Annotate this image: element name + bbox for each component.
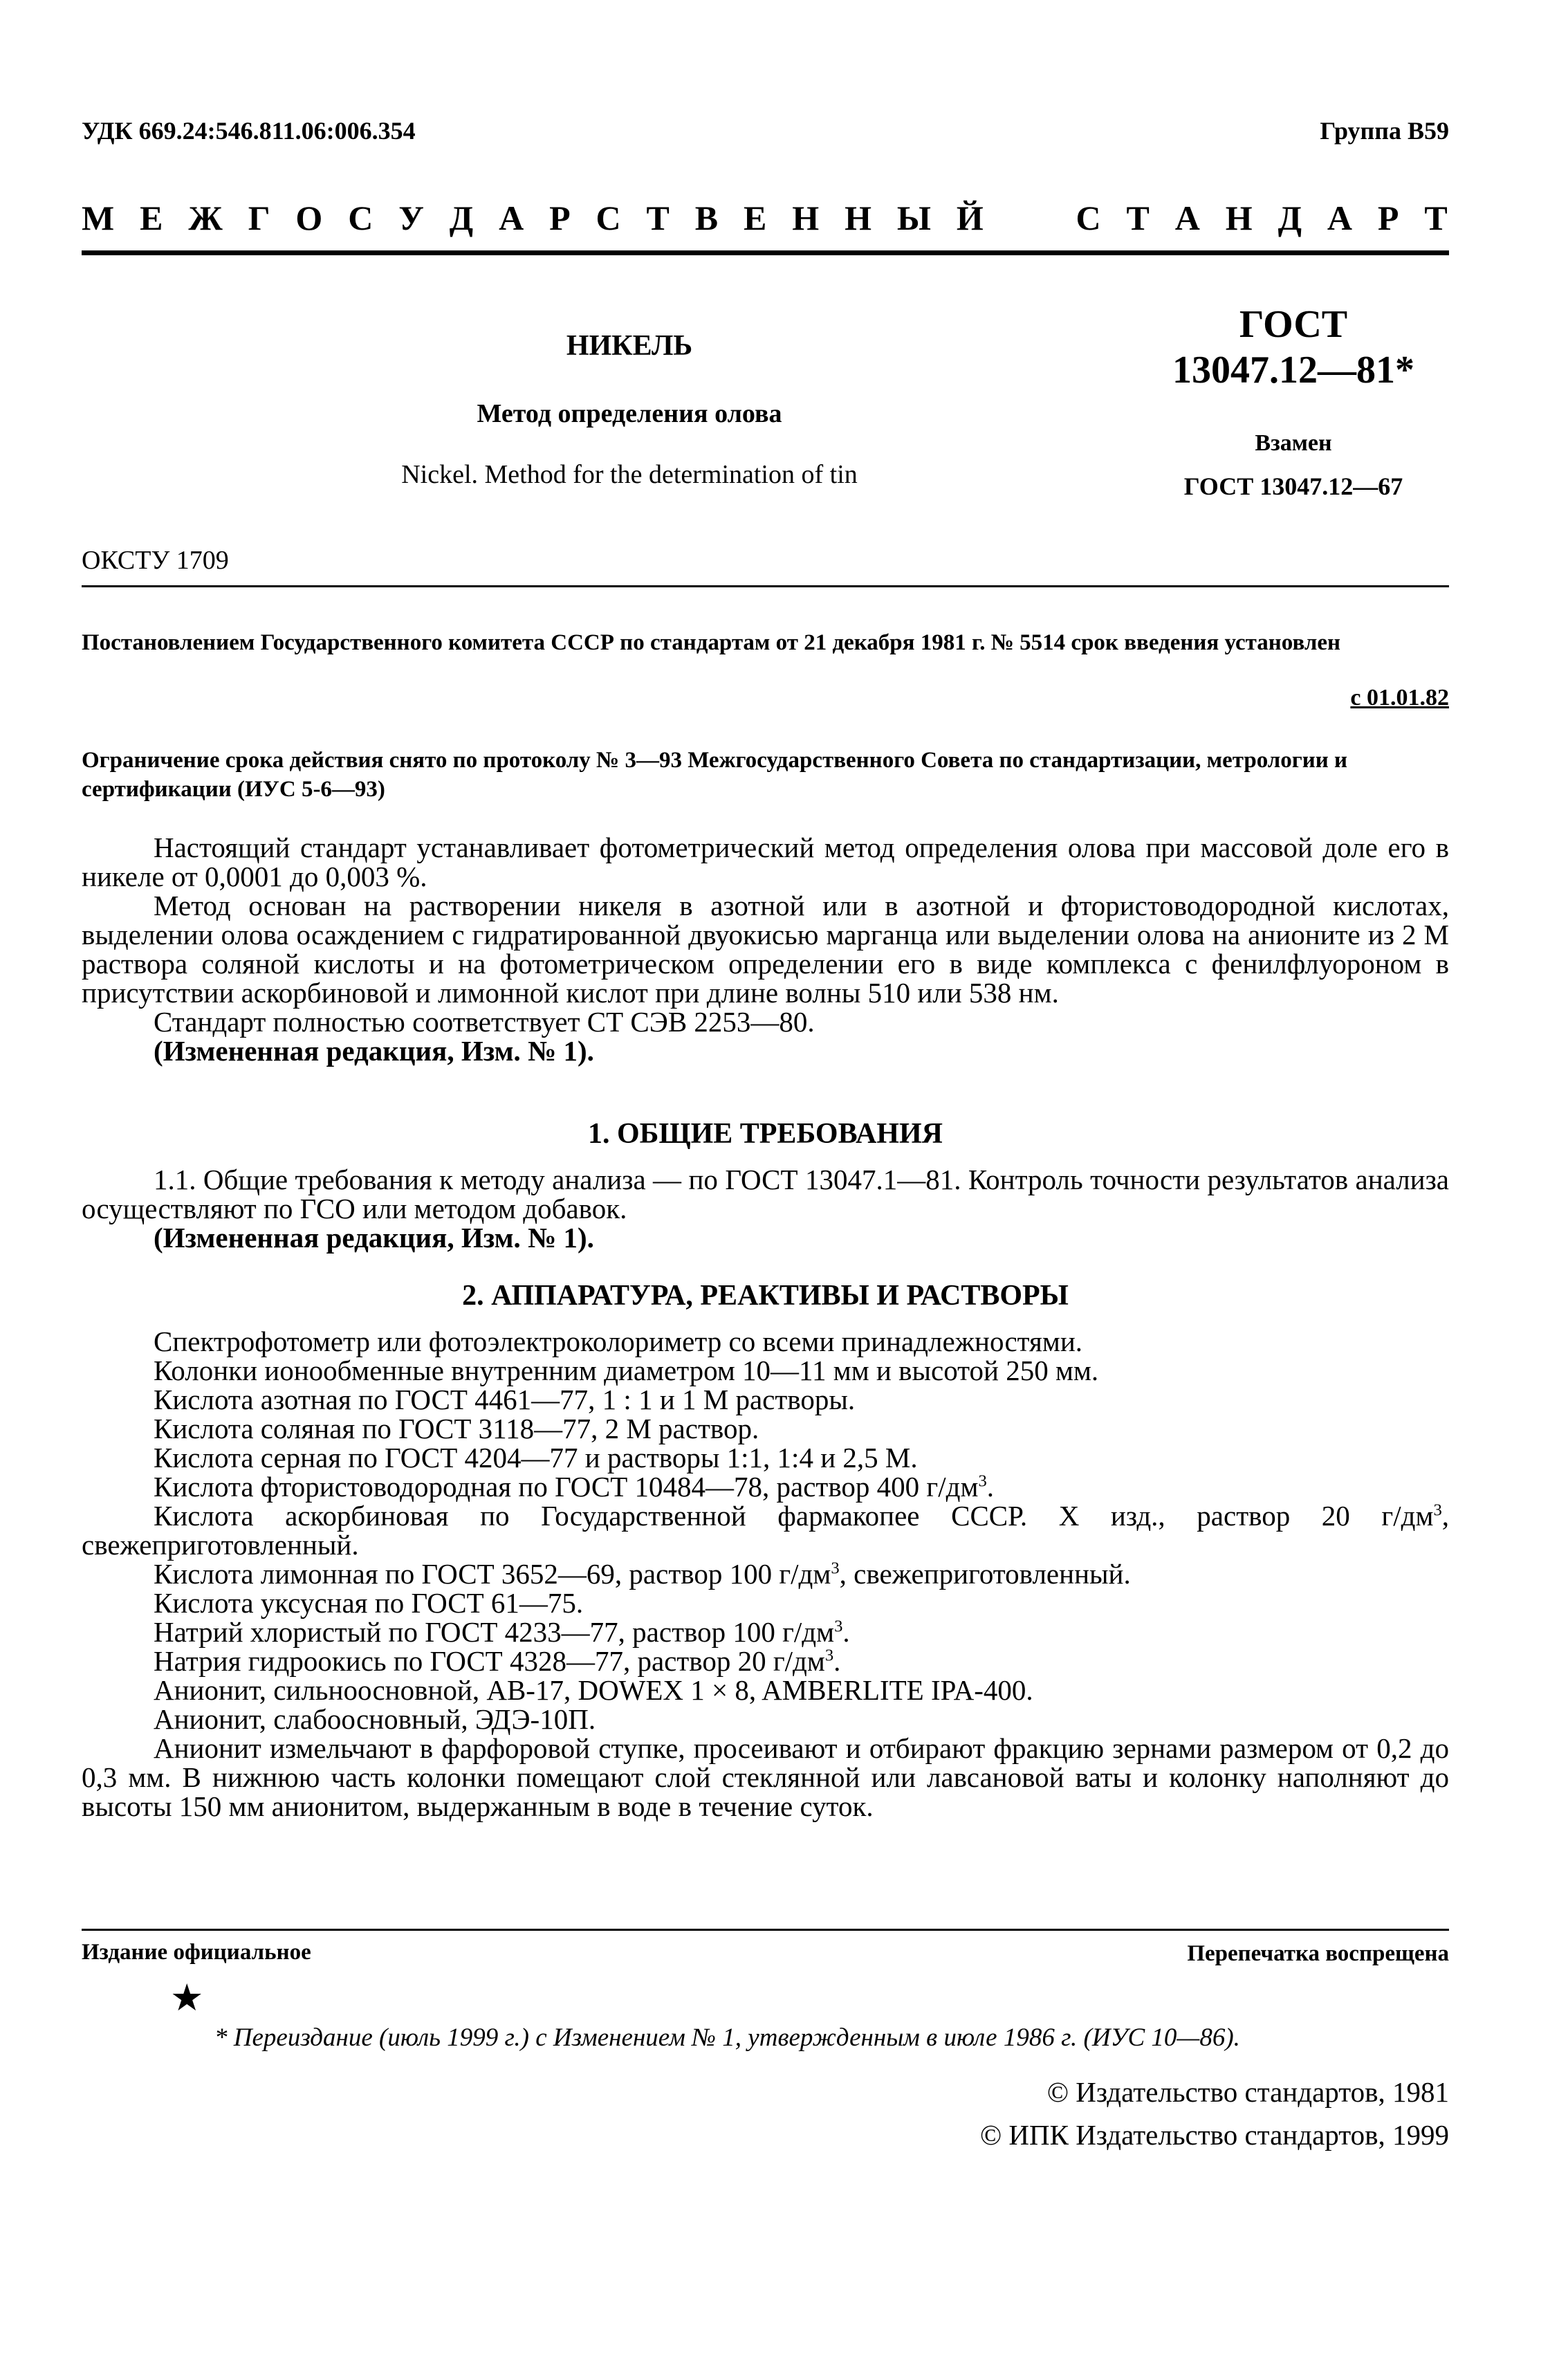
reagent-item: Анионит, слабоосновный, ЭДЭ-10П. bbox=[154, 1703, 596, 1735]
banner-letter: А bbox=[1174, 199, 1200, 237]
reagent-item: Колонки ионообменные внутренним диаметром 10—11 мм и высотой 250 мм. bbox=[154, 1355, 1099, 1386]
banner-letter: Т bbox=[1424, 199, 1448, 237]
reagent-item: Кислота соляная по ГОСТ 3118—77, 2 М раствор. bbox=[154, 1413, 759, 1444]
period: . bbox=[833, 1645, 841, 1677]
banner-letter: С bbox=[1076, 199, 1101, 237]
copyright-1981: © Издательство стандартов, 1981 bbox=[1046, 2076, 1449, 2108]
period: . bbox=[842, 1616, 850, 1648]
reagent-text: Кислота фтористоводородная по ГОСТ 10484—78, раствор 400 г/дм bbox=[154, 1471, 979, 1503]
gost-number bbox=[1148, 302, 1439, 393]
banner-gap bbox=[1009, 198, 1051, 238]
section-2 bbox=[82, 1281, 1449, 1821]
gost-label: ГОСТ bbox=[1239, 303, 1348, 346]
decree-date: с 01.01.82 bbox=[1350, 685, 1449, 710]
section-heading: 1. ОБЩИЕ ТРЕБОВАНИЯ bbox=[588, 1118, 943, 1150]
banner-letter: Е bbox=[140, 199, 163, 237]
document-subtitle: Метод определения олова bbox=[477, 399, 782, 428]
footer-divider bbox=[82, 1929, 1449, 1931]
intro-paragraph: Метод основан на растворении никеля в азотной или в азотной и фтористоводородной кислотах, выделении олова осаждением с гидратированной двуокисью марганца или выделении олова на анионите из 2 М раствора соляной кислоты и на фотометрическом определении его в виде комплекса с фенилфлуороном в присутствии аскорбиновой и лимонной кислот при длине волны 510 или 538 нм. bbox=[82, 890, 1449, 1009]
amendment-note: (Измененная редакция, Изм. № 1). bbox=[154, 1222, 594, 1254]
compliance-note: Стандарт полностью соответствует СТ СЭВ 2253—80. bbox=[154, 1006, 815, 1038]
limitation-note: Ограничение срока действия снято по протоколу № 3—93 Межгосударственного Совета по стандартизации, метрологии и сертификации (ИУС 5-6—93) bbox=[82, 748, 1348, 802]
banner-letter: А bbox=[1327, 199, 1352, 237]
banner-letter: Г bbox=[248, 199, 270, 237]
star-icon: ★ bbox=[170, 1977, 204, 2019]
period: . bbox=[986, 1471, 994, 1503]
superscript: 3 bbox=[1433, 1500, 1442, 1520]
group-code: Группа В59 bbox=[1320, 117, 1449, 145]
intro-paragraph: Настоящий стандарт устанавливает фотометрический метод определения олова при массовой доле его в никеле от 0,0001 до 0,003 %. bbox=[82, 832, 1449, 892]
reprint-forbidden: Перепечатка воспрещена bbox=[1187, 1941, 1449, 1966]
banner-letter: М bbox=[82, 199, 115, 237]
superscript: 3 bbox=[824, 1646, 834, 1665]
banner-letter: С bbox=[348, 199, 373, 237]
reagent-text: Кислота лимонная по ГОСТ 3652—69, раствор 100 г/дм bbox=[154, 1558, 831, 1590]
banner-letter: У bbox=[398, 199, 424, 237]
reagent-item: Анионит, сильноосновной, АВ-17, DOWEX 1 × 8, AMBERLITE IPA-400. bbox=[154, 1674, 1033, 1706]
okstu-divider bbox=[82, 585, 1449, 587]
banner-letter: Ы bbox=[896, 199, 931, 237]
replaces-label: Взамен bbox=[1255, 430, 1332, 456]
superscript: 3 bbox=[831, 1559, 840, 1578]
reissue-note: * Переиздание (июль 1999 г.) с Изменением № 1, утвержденным в июле 1986 г. (ИУС 10—86). bbox=[214, 2023, 1240, 2052]
banner-letter: Д bbox=[1278, 199, 1302, 237]
banner-letter: О bbox=[295, 199, 323, 237]
superscript: 3 bbox=[834, 1617, 843, 1636]
section-1 bbox=[82, 1119, 1449, 1252]
reagent-text: Кислота аскорбиновая по Государственной фармакопее СССР. X изд., раствор 20 г/дм bbox=[154, 1500, 1434, 1532]
banner-letter: Р bbox=[1377, 199, 1399, 237]
document-title: НИКЕЛЬ bbox=[566, 330, 693, 362]
reagent-item bbox=[82, 1646, 1449, 1676]
banner-letter: А bbox=[499, 199, 524, 237]
reagent-item bbox=[82, 1501, 1449, 1559]
banner-letter: В bbox=[694, 199, 719, 237]
okstu-code: ОКСТУ 1709 bbox=[82, 546, 229, 575]
reagent-text: Натрий хлористый по ГОСТ 4233—77, раствор 100 г/дм bbox=[154, 1616, 835, 1648]
banner-letter: Н bbox=[1225, 199, 1253, 237]
reagent-item bbox=[82, 1559, 1449, 1588]
intro-block bbox=[82, 833, 1449, 1065]
banner-letter: Н bbox=[845, 199, 871, 237]
banner-letter: Д bbox=[449, 199, 474, 237]
standard-type-banner bbox=[82, 198, 1448, 238]
banner-letter: Р bbox=[549, 199, 571, 237]
official-edition: Издание официальное bbox=[82, 1940, 311, 1965]
reagent-item bbox=[82, 1472, 1449, 1501]
amendment-note: (Измененная редакция, Изм. № 1). bbox=[154, 1035, 594, 1067]
reagent-item bbox=[82, 1617, 1449, 1646]
banner-letter: Н bbox=[792, 199, 820, 237]
decree-text: Постановлением Государственного комитета СССР по стандартам от 21 декабря 1981 г. № 5514 срок введения установлен bbox=[82, 630, 1341, 655]
reagent-item: Спектрофотометр или фотоэлектроколориметр со всеми принадлежностями. bbox=[154, 1325, 1083, 1357]
reagent-text: Натрия гидроокись по ГОСТ 4328—77, раствор 20 г/дм bbox=[154, 1645, 825, 1677]
english-title: Nickel. Method for the determination of tin bbox=[401, 460, 858, 489]
banner-letter: Е bbox=[744, 199, 767, 237]
reagent-text: , свежеприготовленный. bbox=[839, 1558, 1131, 1590]
banner-letter: С bbox=[596, 199, 621, 237]
reagent-item: Кислота азотная по ГОСТ 4461—77, 1 : 1 и 1 М растворы. bbox=[154, 1384, 856, 1415]
reagent-item: Кислота уксусная по ГОСТ 61—75. bbox=[154, 1587, 584, 1619]
section-paragraph: 1.1. Общие требования к методу анализа — по ГОСТ 13047.1—81. Контроль точности результатов анализа осуществляют по ГСО или методом добавок. bbox=[82, 1164, 1449, 1224]
superscript: 3 bbox=[978, 1471, 987, 1491]
reagent-text: , свежеприготовленный. bbox=[82, 1500, 1449, 1561]
banner-letter: Т bbox=[1126, 199, 1150, 237]
udk-code: УДК 669.24:546.811.06:006.354 bbox=[82, 117, 416, 145]
replaced-gost: ГОСТ 13047.12—67 bbox=[1183, 472, 1403, 500]
banner-letter: Т bbox=[646, 199, 670, 237]
copyright-1999: © ИПК Издательство стандартов, 1999 bbox=[979, 2119, 1449, 2151]
preparation-paragraph: Анионит измельчают в фарфоровой ступке, просеивают и отбирают фракцию зернами размером от 0,2 до 0,3 мм. В нижнюю часть колонки помещают слой стеклянной или лавсановой ваты и колонку наполняют до высоты 150 мм анионитом, выдержанным в воде в течение суток. bbox=[82, 1732, 1449, 1822]
banner-letter: Й bbox=[956, 199, 984, 237]
banner-letter: Ж bbox=[188, 199, 223, 237]
reagent-item: Кислота серная по ГОСТ 4204—77 и растворы 1:1, 1:4 и 2,5 М. bbox=[154, 1442, 918, 1474]
section-heading: 2. АППАРАТУРА, РЕАКТИВЫ И РАСТВОРЫ bbox=[462, 1280, 1069, 1312]
gost-code: 13047.12—81* bbox=[1172, 349, 1414, 392]
header-divider bbox=[82, 250, 1449, 255]
